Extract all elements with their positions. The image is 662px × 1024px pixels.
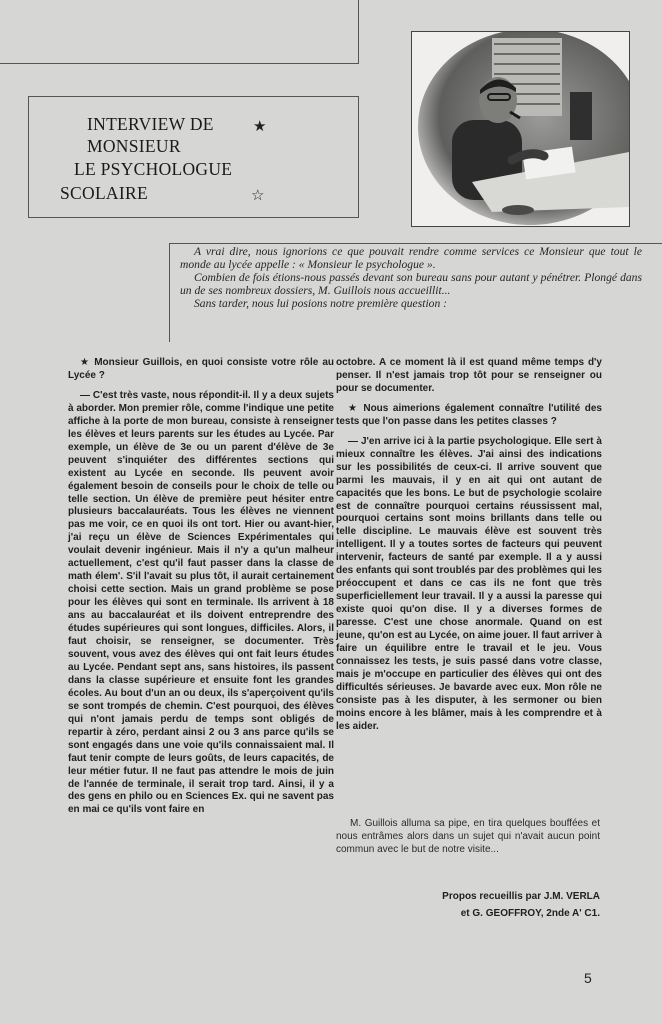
intro-block (180, 246, 642, 311)
star-outline-icon: ☆ (251, 187, 265, 204)
credit-line-2: et G. GEOFFROY, 2nde A' C1. (460, 908, 600, 919)
psychologist-at-desk-image (412, 32, 629, 226)
answer-2: — J'en arrive ici à la partie psychologique. Elle sert à mieux connaître les élèves. J'ai ainsi des indications sur les possibilités de ceux-ci. Il arrive souvent que parmi les mauvais, il y en ait qui ont autant de capacités que les bons. Le but de psychologie scolaire est de connaître pourquoi certains réussissent mal, pourquoi certains sont moins brillants dans telle ou telle discipline. Le mauvais élève est souvent très intelligent. Il y a toutes sortes de facteurs qui peuvent intervenir, facteurs de santé par exemple. Il a y aussi des enfants qui sont troublés par des problèmes qui les préoccupent et dans ce cas ils ne font que très superficiellement leur travail. Il y a aussi la paresse qui existe quoi qu'on dise. Il y a diverses formes de paresse. C'est une chose anormale. Quand on est jeune, qu'on est au Lycée, on aime jouer. Il faut arriver à faire un équilibre entre le travail et le jeu. Vous connaissez les tests, je suis passé dans votre classe, mais je m'occupe en particulier des élèves qui ont des difficultés sérieuses. Je bavarde avec eux. Mon rôle ne consiste pas à les disputer, à les sermoner ou bien moins encore à les blâmer, mais à les comprendre et à les aider. (336, 435, 602, 732)
intro-paragraph: Combien de fois étions-nous passés devant son bureau sans pour autant y pénétrer. Plongé dans un de ses nombreux dossiers, M. Guillois nous accueillit... (180, 270, 642, 297)
closing-paragraph (336, 818, 600, 857)
title-line-1: INTERVIEW DE (87, 114, 214, 134)
left-column (68, 357, 334, 824)
title-frame (28, 96, 359, 218)
intro-paragraph: Sans tarder, nous lui posions notre première question : (194, 296, 448, 310)
star-filled-icon: ★ (253, 118, 267, 135)
credit-line-1: Propos recueillis par J.M. VERLA (442, 891, 600, 902)
question-2: ★ Nous aimerions également connaître l'utilité des tests que l'on passe dans les petites classes ? (336, 402, 602, 427)
page-number: 5 (584, 970, 592, 986)
title-line-3: LE PSYCHOLOGUE (74, 159, 233, 179)
intro-paragraph: A vrai dire, nous ignorions ce que pouvait rendre comme services ce Monsieur que tout le monde au lycée appelle : « Monsieur le psychologue ». (180, 245, 642, 271)
intro-top-rule (169, 243, 662, 244)
intro-side-rule (169, 243, 170, 342)
question-1: ★ Monsieur Guillois, en quoi consiste votre rôle au Lycée ? (68, 357, 334, 381)
answer-1-continued: octobre. A ce moment là il est quand même temps d'y penser. Il n'est jamais trop tôt pour se renseigner ou pour se documenter. (336, 357, 602, 394)
interview-photo (411, 31, 630, 227)
right-column (336, 357, 602, 741)
header-frame (0, 0, 359, 64)
title-line-2: MONSIEUR (87, 136, 181, 156)
title-line-4: SCOLAIRE (60, 183, 148, 203)
closing-text: M. Guillois alluma sa pipe, en tira quelques bouffées et nous entrâmes alors dans un sujet qui n'avait aucun point commun avec le but de notre visite... (336, 818, 600, 855)
answer-1: — C'est très vaste, nous répondit-il. Il y a deux sujets à aborder. Mon premier rôle, comme l'indique une petite affiche à la porte de mon bureau, consiste à renseigner les élèves et leurs parents sur les études au Lycée. Par exemple, un élève de 3e ou un parent d'élève de 3e peuvent s'inquiéter des différentes sections qui existent au Lycée en seconde. Ils peuvent avoir également besoin de conseils pour le choix de telle ou telle section. Un élève de première peut hésiter entre plusieurs baccalauréats. Tous les élèves ne viennent pas me voir, ce en quoi ils ont tort. Hier ou avant-hier, j'ai reçu un élève de Sciences Expérimentales qui voulait devenir ingénieur. Mais il n'y a qu'un malheur actuellement, c'est qu'il faut passer dans la classe de math élem'. S'il l'avait su plus tôt, il aurait certainement choisi cette section. Mais un grand problème se pose pour les élèves qui sont en terminale. Ils arrivent à 18 ans au baccalauréat et ils doivent entreprendre des études supérieures qui sont longues, difficiles. Alors, il faut choisir, se renseigner, se documenter. Très souvent, vous avez des élèves qui ont fait leurs études au Lycée. Pendant sept ans, sans histoires, ils passent dans la classe supérieure et ensuite font les grandes écoles. Au bout d'un an ou deux, ils s'aperçoivent qu'ils se sont trompés de chemin. C'est pourquoi, des élèves qui n'ont jamais perdu de temps sont obligés de repartir à zéro, perdant ainsi 2 ou 3 ans parce qu'ils se sont engagés dans une voie qu'ils connaissaient mal. Il faut tenir compte de leurs goûts, de leurs capacités, de leur métier futur. Il ne faut pas attendre le mois de juin de l'année de terminale, il serait trop tard. Ainsi, il y a des gens en philo ou en Sciences Ex. qui ne savent pas en mai ce qu'ils vont faire en (68, 389, 334, 816)
